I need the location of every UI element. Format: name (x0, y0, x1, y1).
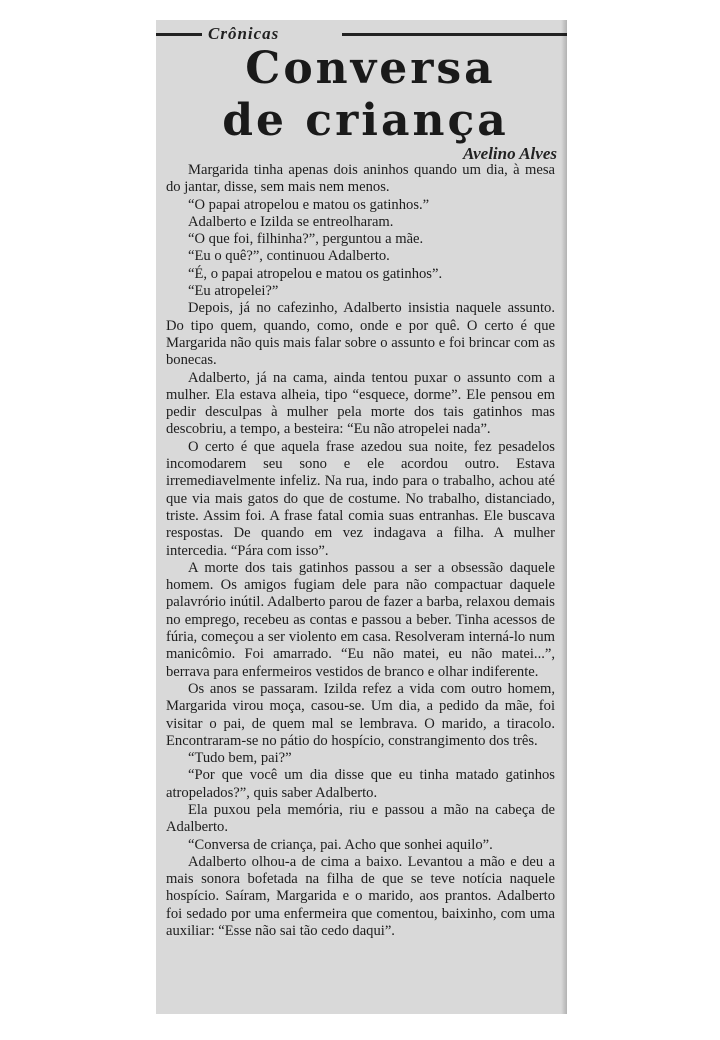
paragraph: Adalberto olhou-a de cima a baixo. Levantou a mão e deu a mais sonora bofetada na filha de que se teve notícia naquele hospício. Saíram, Margarida e o marido, aos prantos. Adalberto foi sedado por uma enfermeira que comentou, baixinho, com uma auxiliar: “Esse não sai tão cedo daqui”. (166, 853, 555, 940)
paragraph: O certo é que aquela frase azedou sua noite, fez pesadelos incomodarem seu sono e ele acordou outro. Estava irremediavelmente infeliz. Na rua, indo para o trabalho, achou até que via mais gatos do que de costume. No trabalho, distanciado, triste. Assim foi. A frase fatal comia suas entranhas. Ele buscava respostas. De quando em vez indagava a filha. A mulher intercedia. “Pára com isso”. (166, 438, 555, 559)
headline-line-2: de criança (222, 95, 509, 146)
paragraph: “Conversa de criança, pai. Acho que sonhei aquilo”. (188, 836, 493, 853)
paragraph: Os anos se passaram. Izilda refez a vida com outro homem, Margarida virou moça, casou-se. Um dia, a pedido da mãe, foi visitar o pai, de quem mal se lembrava. O marido, a tiracolo. Encontraram-se no pátio do hospício, constrangimento dos três. (166, 680, 555, 749)
paragraph: “Tudo bem, pai?” (188, 750, 292, 767)
paragraph: “Por que você um dia disse que eu tinha matado gatinhos atropelados?”, quis saber Adalberto. (166, 767, 555, 801)
section-rule-right (342, 33, 567, 36)
paragraph: Ela puxou pela memória, riu e passou a mão na cabeça de Adalberto. (166, 801, 555, 836)
paragraph: “O que foi, filhinha?”, perguntou a mãe. (188, 231, 424, 248)
paragraph: “Eu o quê?”, continuou Adalberto. (188, 248, 390, 265)
author-byline: Avelino Alves (463, 144, 557, 163)
paragraph: Margarida tinha apenas dois aninhos quando um dia, à mesa do jantar, disse, sem mais nem menos. (166, 162, 555, 196)
section-label: Crônicas (208, 24, 280, 43)
section-rule-left (156, 33, 202, 36)
paragraph: “Eu atropelei?” (188, 283, 279, 300)
headline-line-1: Conversa (245, 43, 496, 94)
paragraph: Adalberto, já na cama, ainda tentou puxar o assunto com a mulher. Ela estava alheia, tipo “esquece, dorme”. Ele pensou em pedir desculpas à mulher pela morte dos tais gatinhos mas descobriu, a tempo, a besteira: “Eu não atropelei nada”. (166, 369, 555, 438)
paragraph: “É, o papai atropelou e matou os gatinhos”. (188, 265, 443, 282)
paragraph: “O papai atropelou e matou os gatinhos.” (188, 196, 430, 213)
paragraph: Depois, já no cafezinho, Adalberto insistia naquele assunto. Do tipo quem, quando, como, onde e por quê. O certo é que Margarida não quis mais falar sobre o assunto e foi brincar com as bonecas. (166, 300, 555, 369)
paragraph: Adalberto e Izilda se entreolharam. (188, 213, 394, 230)
newspaper-clipping (156, 20, 567, 1014)
article-body (166, 162, 555, 940)
paragraph: A morte dos tais gatinhos passou a ser a obsessão daquele homem. Os amigos fugiam dele para não compactuar daquele palavrório inútil. Adalberto parou de fazer a barba, relaxou demais no emprego, recebeu as contas e passou a beber. Tinha acessos de fúria, começou a ser violento em casa. Resolveram interná-lo num manicômio. Foi amarrado. “Eu não matei, eu não matei...”, berrava para enfermeiros vestidos de branco e olhar indiferente. (166, 559, 555, 680)
